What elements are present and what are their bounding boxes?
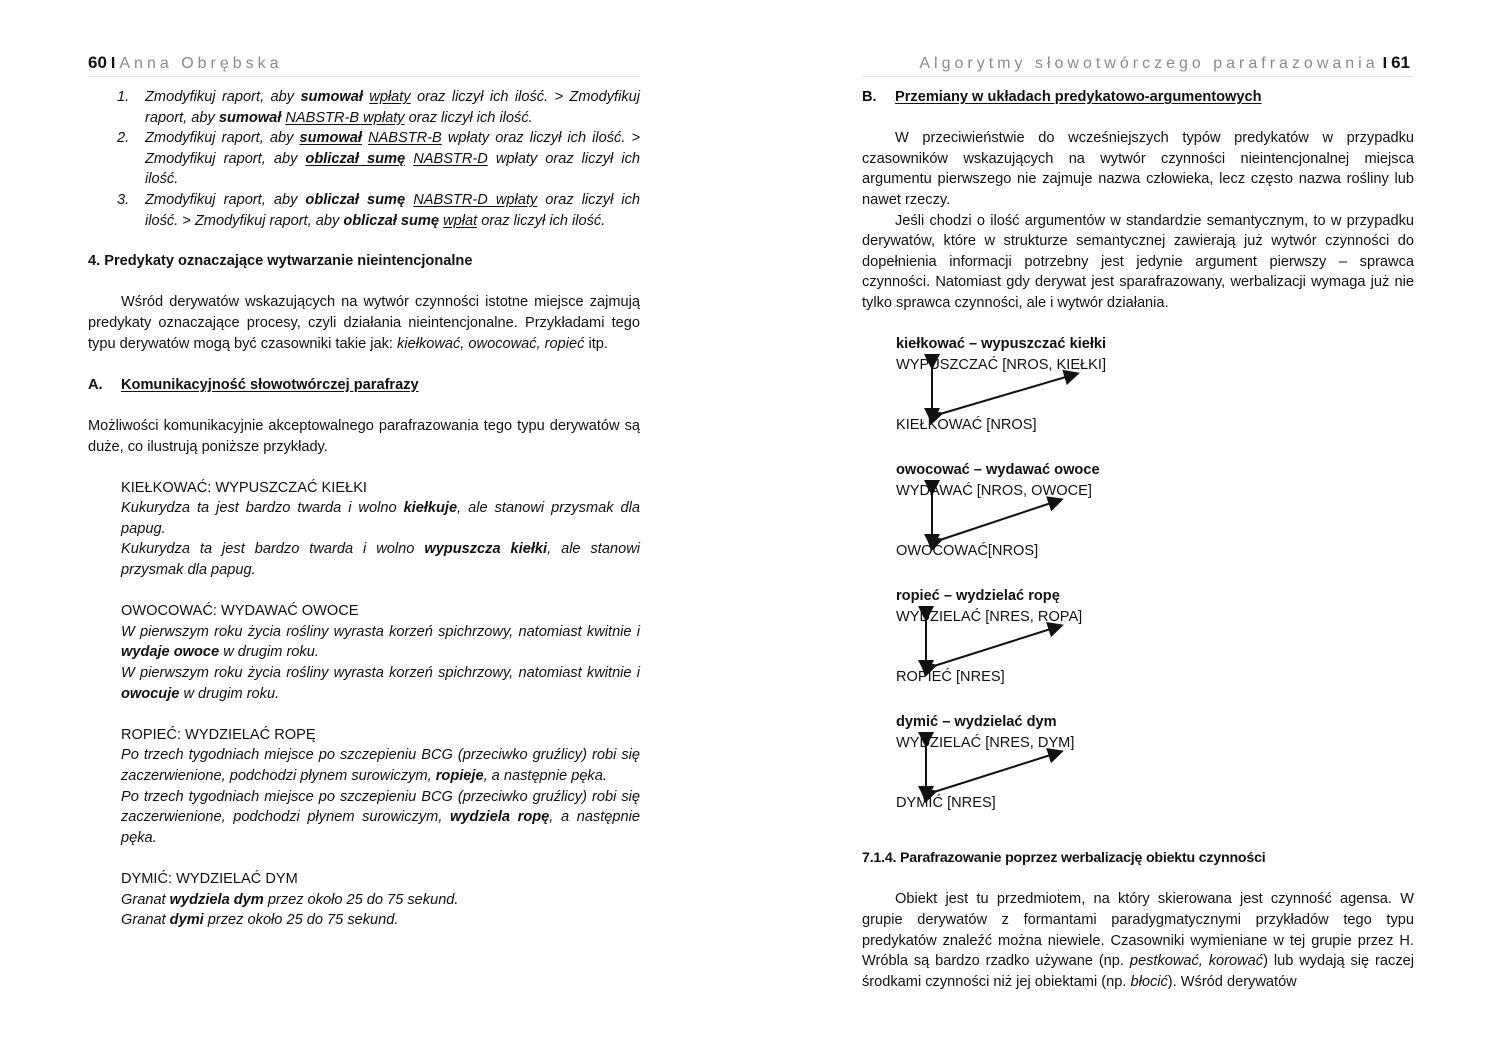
example-sentence [121, 498, 640, 539]
text-run: Granat [121, 891, 170, 908]
subsection-heading-714: 7.1.4. Parafrazowanie poprzez werbalizację obiektu czynności [862, 850, 1266, 867]
diagonal-arrow [940, 374, 1076, 414]
emphasis-run: obliczał sumę [343, 212, 440, 229]
intro-paragraph [88, 292, 640, 354]
text-run: Kukurydza ta jest bardzo twarda i wolno [121, 541, 425, 558]
predicate-diagram [896, 586, 1414, 712]
diagram-top-predicate: WYDZIELAĆ [NRES, DYM] [896, 734, 1075, 751]
right-paragraph-2: Jeśli chodzi o ilość argumentów w standardzie semantycznym, to w przypadku derywatów, które w strukturze semantycznej zawierają już wytwór czynności do dopełnienia informacji potrzebny jest jedynie argument pierwszy – sprawca czynności. Natomiast gdy derywat jest sparafrazowany, werbalizacji wymaga już nie tylko sprawca czynności, ale i wytwór działania. [862, 212, 1414, 311]
text-run: ) lub wydają się raczej środkami czynności niż jej obiektami (np. [862, 953, 1414, 990]
italic-run: pestkować, korować [1129, 953, 1264, 970]
subsection-a-heading [88, 375, 640, 396]
example-sentence [121, 663, 640, 704]
text-run: oraz liczył ich ilość. > Zmodyfikuj raport, aby [145, 89, 640, 126]
emphasis-run: wydaje owoce [121, 644, 220, 661]
right-book-title: Algorytmy słowotwórczego parafrazowania [919, 55, 1379, 72]
text-run: Zmodyfikuj raport, aby [145, 191, 306, 208]
subsection-a-paragraph: Możliwości komunikacyjnie akceptowalnego parafrazowania tego typu derywatów są duże, co ilustrują poniższe przykłady. [88, 417, 640, 455]
example-sentence [121, 910, 640, 931]
text-run: w drugim roku. [179, 685, 280, 702]
subsection-b-heading [862, 87, 1414, 108]
diagram-arrows [896, 460, 1156, 570]
example-head: ROPIEĆ: WYDZIELAĆ ROPĘ [121, 726, 316, 743]
diagram-arrows [896, 586, 1156, 696]
left-running-head [88, 53, 283, 75]
predicate-diagram [896, 712, 1414, 838]
text-run [405, 151, 413, 167]
diagonal-arrow [940, 500, 1060, 540]
text-run: Wśród derywatów wskazujących na wytwór czynności istotne miejsce zajmują predykaty oznaczające procesy, czyli działania nieintencjonalne. Przykładami tego typu derywatów mogą być czasowniki takie jak: [88, 294, 640, 352]
text-run: wpłaty oraz liczył ich ilość. [145, 150, 641, 188]
diagram-top-predicate: WYDAWAĆ [NROS, OWOCE] [896, 482, 1092, 499]
diagram-title: dymić – wydzielać dym [896, 714, 1057, 731]
italic-run: błocić [1130, 973, 1168, 990]
text-run: , ale stanowi przysmak dla papug. [121, 500, 640, 537]
diagonal-arrow [934, 752, 1060, 792]
left-header-rule [88, 76, 640, 77]
text-run: oraz liczył ich ilość. [404, 109, 533, 126]
example-sentence [121, 890, 640, 911]
example-sentence [121, 539, 640, 580]
example-block [88, 478, 640, 581]
subsection-b-letter: B. [862, 89, 877, 105]
diagonal-arrow [934, 626, 1060, 666]
text-run: oraz liczył ich ilość. > Zmodyfikuj raport, aby [145, 191, 641, 229]
list-item [117, 87, 640, 128]
step-list [88, 87, 640, 231]
diagram-top-predicate: WYPUSZCZAĆ [NROS, KIEŁKI] [896, 356, 1107, 373]
emphasis-run: obliczał sumę [305, 150, 406, 167]
right-content [862, 87, 1414, 992]
text-run: Obiekt jest tu przedmiotem, na który skierowana jest czynność agensa. W grupie derywatów z formantami paradygmatycznymi przykładów tego typu predykatów znaleźć można niewiele. Czasowniki wymieniane w tej grupie przez H. Wróbla są bardzo rzadko używane (np. [862, 891, 1414, 970]
right-page-number: 61 [1391, 53, 1410, 72]
right-page [750, 0, 1500, 1059]
list-item-number: 3. [117, 191, 130, 208]
emphasis-run: wydziela ropę [450, 809, 550, 826]
list-item [117, 128, 641, 190]
right-running-head [919, 53, 1410, 75]
left-content [88, 87, 640, 931]
emphasis-run: wypuszcza kiełki [424, 541, 548, 558]
final-paragraph [862, 889, 1414, 992]
diagram-top-predicate: WYDZIELAĆ [NRES, ROPA] [896, 608, 1083, 625]
text-run: W pierwszym roku życia rośliny wyrasta korzeń spichrzowy, natomiast kwitnie i [121, 623, 640, 640]
text-run: przez około 25 do 75 sekund. [203, 912, 399, 929]
section-heading: 4. Predykaty oznaczające wytwarzanie nieintencjonalne [88, 253, 473, 270]
underlined-run: NABSTR-B wpłaty [285, 109, 405, 126]
left-head-separator: I [110, 55, 116, 72]
subsection-b-title: Przemiany w układach predykatowo-argumentowych [895, 89, 1262, 105]
left-page-number: 60 [88, 53, 107, 72]
text-run: oraz liczył ich ilość. [477, 212, 606, 229]
text-run: itp. [584, 335, 608, 352]
diagram-list [862, 334, 1414, 838]
example-sentence [121, 745, 640, 786]
text-run: ). Wśród derywatów [1167, 973, 1297, 990]
diagram-title: ropieć – wydzielać ropę [896, 588, 1060, 605]
right-paragraph-1: W przeciwieństwie do wcześniejszych typów predykatów w przypadku czasowników wskazujących na wytwór czynności nieintencjonalnej miejsca argumentu pierwszego nie zajmuje nazwa człowieka, lecz często nazwa rośliny lub nawet rzeczy. [862, 130, 1414, 208]
text-run: Po trzech tygodniach miejsce po szczepieniu BCG (przeciwko gruźlicy) robi się zaczerwienione, podchodzi płynem surowiczym, [121, 747, 640, 784]
text-run: przez około 25 do 75 sekund. [263, 891, 459, 908]
diagram-bottom-predicate: ROPIEĆ [NRES] [896, 669, 1005, 686]
diagram-title: owocować – wydawać owoce [896, 462, 1100, 479]
example-block [88, 725, 640, 849]
text-run: Po trzech tygodniach miejsce po szczepieniu BCG (przeciwko gruźlicy) robi się zaczerwienione, podchodzi płynem surowiczym, [121, 788, 640, 826]
text-run: , ale stanowi przysmak dla papug. [121, 541, 640, 579]
diagram-arrows [896, 334, 1156, 444]
example-head: DYMIĆ: WYDZIELAĆ DYM [121, 870, 298, 887]
text-run: wpłaty oraz liczył ich ilość. > Zmodyfikuj raport, aby [145, 130, 640, 167]
italic-run: kiełkować, owocować, ropieć [397, 335, 585, 352]
text-run: w drugim roku. [219, 644, 319, 661]
list-item-number: 1. [117, 89, 130, 105]
example-sentence [121, 622, 640, 663]
emphasis-run: sumował [299, 130, 362, 147]
example-sentence [121, 787, 640, 849]
text-run: , a następnie pęka. [483, 768, 607, 784]
left-author: Anna Obrębska [119, 55, 283, 72]
text-run: W pierwszym roku życia rośliny wyrasta korzeń spichrzowy, natomiast kwitnie i [121, 665, 640, 682]
emphasis-run: wydziela dym [169, 891, 264, 908]
emphasis-run: owocuje [121, 685, 180, 702]
emphasis-run: dymi [169, 912, 204, 929]
underlined-run: NABSTR-D [413, 150, 488, 167]
text-run: , a następnie pęka. [121, 809, 640, 846]
example-block [88, 601, 640, 704]
subsection-a-title: Komunikacyjność słowotwórczej parafrazy [121, 376, 419, 393]
emphasis-run: sumował [218, 109, 282, 126]
underlined-run: wpłaty [369, 89, 411, 105]
list-item-number: 2. [117, 130, 130, 147]
emphasis-run: ropieje [435, 768, 484, 784]
predicate-diagram [896, 334, 1414, 460]
underlined-run: wpłat [443, 212, 478, 229]
underlined-run: NABSTR-B [368, 130, 442, 147]
right-header-rule [862, 76, 1414, 77]
list-item [117, 190, 641, 231]
example-head: OWOCOWAĆ: WYDAWAĆ OWOCE [121, 603, 359, 620]
diagram-bottom-predicate: DYMIĆ [NRES] [896, 795, 996, 812]
example-block [88, 869, 640, 931]
underlined-run: NABSTR-D wpłaty [413, 191, 538, 208]
examples [88, 478, 640, 931]
predicate-diagram [896, 460, 1414, 586]
diagram-title: kiełkować – wypuszczać kiełki [896, 336, 1107, 353]
right-head-separator: I [1382, 55, 1388, 72]
diagram-bottom-predicate: KIEŁKOWAĆ [NROS] [896, 417, 1037, 434]
text-run: Kukurydza ta jest bardzo twarda i wolno [121, 500, 404, 517]
emphasis-run: kiełkuje [403, 500, 458, 517]
text-run: Zmodyfikuj raport, aby [145, 130, 300, 147]
text-run: Zmodyfikuj raport, aby [145, 89, 301, 105]
text-run [405, 192, 413, 208]
emphasis-run: sumował [300, 89, 363, 105]
text-run: Granat [121, 912, 170, 929]
diagram-bottom-predicate: OWOCOWAĆ[NROS] [896, 543, 1039, 560]
emphasis-run: obliczał sumę [305, 191, 406, 208]
subsection-a-letter: A. [88, 376, 103, 393]
diagram-arrows [896, 712, 1156, 822]
example-head: KIEŁKOWAĆ: WYPUSZCZAĆ KIEŁKI [121, 479, 367, 496]
